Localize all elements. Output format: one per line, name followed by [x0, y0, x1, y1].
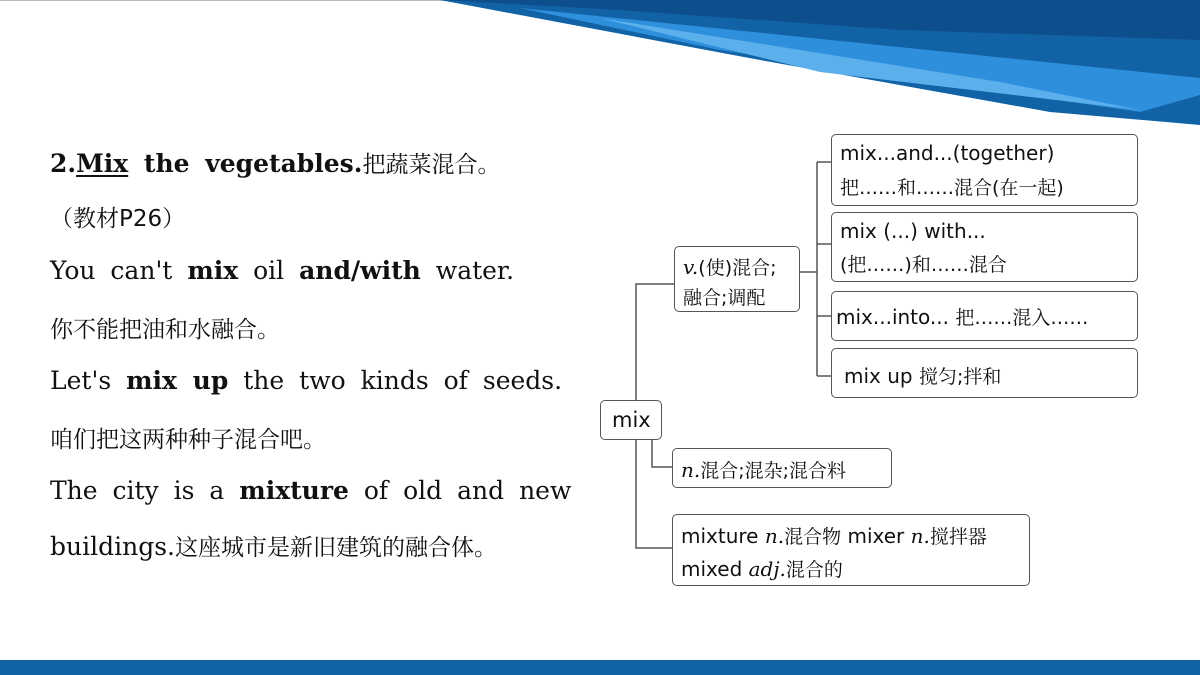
- example-3-en: The city is a mixture of old and new: [50, 476, 572, 505]
- example-1-cn: 你不能把油和水融合。: [50, 317, 280, 343]
- example-2-en: Let's mix up the two kinds of seeds.: [50, 366, 563, 395]
- verb-meaning-box: v.(使)混合; 融合;调配: [674, 246, 800, 312]
- phrase-mix-into: mix...into... 把……混入……: [831, 291, 1138, 341]
- noun-meaning-box: n.混合;混杂;混合料: [672, 448, 892, 488]
- phrase-mix-with: mix (...) with... (把……)和……混合: [831, 212, 1138, 282]
- example-2-cn: 咱们把这两种种子混合吧。: [50, 427, 326, 453]
- phrase-mix-and-together: mix...and...(together) 把……和……混合(在一起): [831, 134, 1138, 206]
- textbook-reference: （教材P26）: [50, 206, 186, 232]
- phrase-mix-up: mix up 搅匀;拌和: [831, 348, 1138, 398]
- mindmap-root: mix: [600, 400, 662, 440]
- heading-number: 2.: [50, 149, 77, 178]
- heading-translation: 把蔬菜混合。: [362, 152, 501, 178]
- example-3-cont: buildings.这座城市是新旧建筑的融合体。: [50, 532, 497, 561]
- heading-phrase: the vegetables.: [128, 149, 363, 178]
- footer-bar: [0, 660, 1200, 675]
- example-1-en: You can't mix oil and/with water.: [50, 256, 515, 285]
- derived-words-box: mixture n.混合物 mixer n.搅拌器 mixed adj.混合的: [672, 514, 1030, 586]
- heading-keyword: Mix: [76, 149, 129, 178]
